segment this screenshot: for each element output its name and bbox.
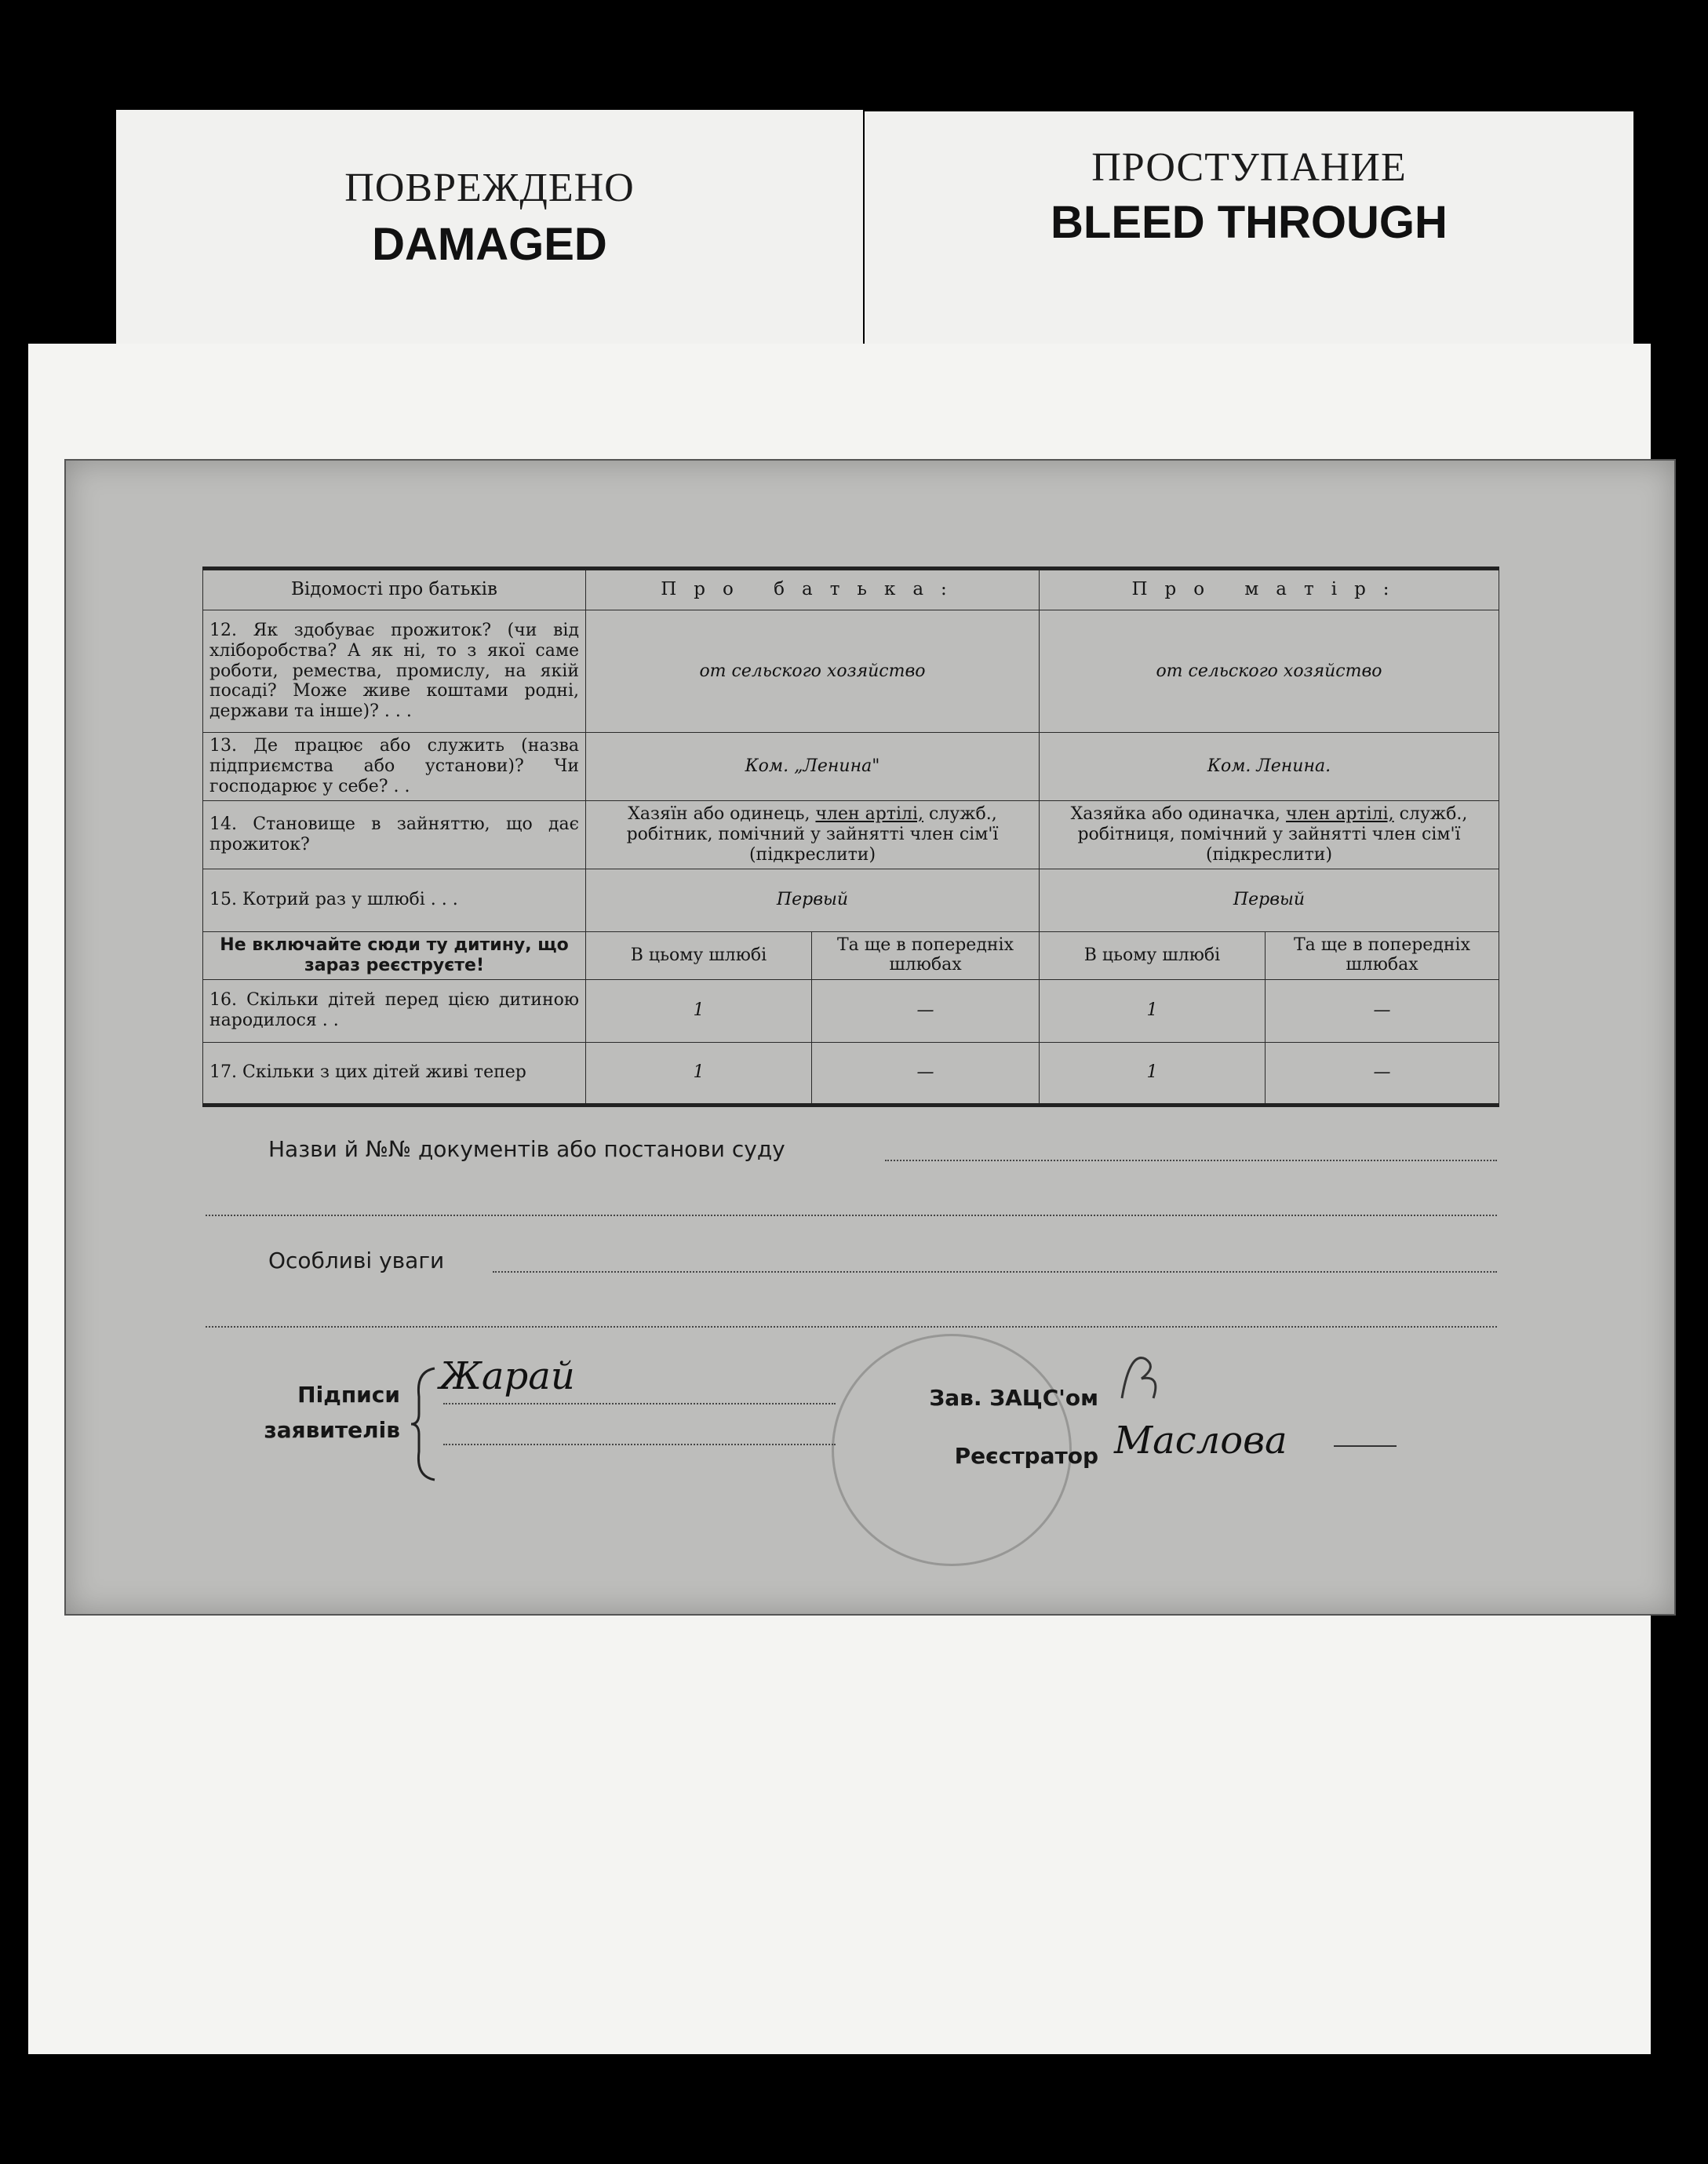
header-father: Про батька: — [586, 569, 1040, 610]
documents-line-2 — [206, 1215, 1497, 1216]
father-employment-options — [586, 800, 1040, 869]
mother-marriage-count: Первый — [1040, 869, 1499, 931]
documents-line-1 — [885, 1160, 1497, 1161]
father-opt-post: служб., робітник, помічний у зайнятті член сім'ї (підкреслити) — [626, 803, 999, 865]
father-marriage-count: Первый — [586, 869, 1040, 931]
bleed-through-label-card — [865, 111, 1633, 347]
applicant-signature-line-1 — [443, 1403, 836, 1404]
mother-previous-marriages-header: Та ще в попередніх шлюбах — [1266, 931, 1499, 979]
question-13: 13. Де працює або служить (назва підприємства або установи)? Чи господарює у себе? . . — [203, 733, 586, 801]
father-children-born-this: 1 — [586, 979, 812, 1042]
question-14: 14. Становище в зайняттю, що дає прожиток? — [203, 800, 586, 869]
applicants-signature-label — [235, 1378, 400, 1448]
notes-label: Особливі уваги — [268, 1248, 445, 1273]
question-12: 12. Як здобуває прожиток? (чи від хліборобства? А як ні, то з якої саме роботи, ремества, промислу, на якій посаді? Може живе коштами родні, держави та інше)? . . . — [203, 610, 586, 733]
bleed-label-ru: ПРОСТУПАНИЕ — [1091, 145, 1407, 190]
applicant-signature: Жарай — [439, 1354, 575, 1398]
damaged-label-ru: ПОВРЕЖДЕНО — [344, 166, 635, 210]
children-header-row — [203, 931, 1499, 979]
mother-children-born-prev: — — [1266, 979, 1499, 1042]
registrar-signature-stroke — [1334, 1445, 1397, 1447]
applicants-label-2: заявителів — [264, 1416, 400, 1443]
father-this-marriage-header: В цьому шлюбі — [586, 931, 812, 979]
notes-line-2 — [206, 1326, 1497, 1328]
registrar-label: Реєстратор — [954, 1443, 1098, 1469]
father-children-born-prev: — — [812, 979, 1040, 1042]
father-opt-pre: Хазяїн або одинець, — [628, 803, 810, 824]
applicants-label-1: Підписи — [297, 1382, 400, 1408]
question-15: 15. Котрий раз у шлюбі . . . — [203, 869, 586, 931]
parents-info-table — [202, 567, 1499, 1107]
bleed-label-en: BLEED THROUGH — [1051, 197, 1448, 248]
mother-opt-post: служб., робітниця, помічний у зайнятті член сім'ї (підкреслити) — [1077, 803, 1468, 865]
table-row-children-alive — [203, 1042, 1499, 1105]
mother-this-marriage-header: В цьому шлюбі — [1040, 931, 1266, 979]
father-previous-marriages-header: Та ще в попередніх шлюбах — [812, 931, 1040, 979]
mother-opt-pre: Хазяйка або одиначка, — [1070, 803, 1281, 824]
mother-children-alive-this: 1 — [1040, 1042, 1266, 1105]
father-livelihood: от сельского хозяйство — [586, 610, 1040, 733]
children-note: Не включайте сюди ту дитину, що зараз реєструєте! — [203, 931, 586, 979]
table-row-marriage-count — [203, 869, 1499, 931]
signature-brace — [408, 1365, 439, 1483]
documents-label: Назви й №№ документів або постанови суду — [268, 1136, 785, 1162]
father-opt-underlined: член артілі, — [815, 803, 924, 824]
mother-workplace: Ком. Ленина. — [1040, 733, 1499, 801]
father-children-alive-this: 1 — [586, 1042, 812, 1105]
notes-line-1 — [493, 1271, 1497, 1273]
table-row-employment — [203, 800, 1499, 869]
registrar-signature: Маслова — [1114, 1419, 1287, 1463]
damaged-label-card — [116, 110, 863, 345]
table-row-children-born — [203, 979, 1499, 1042]
mother-livelihood: от сельского хозяйство — [1040, 610, 1499, 733]
header-parents-info: Відомості про батьків — [203, 569, 586, 610]
table-row-livelihood — [203, 610, 1499, 733]
question-16: 16. Скільки дітей перед цією дитиною народилося . . — [203, 979, 586, 1042]
father-children-alive-prev: — — [812, 1042, 1040, 1105]
header-mother: Про матір: — [1040, 569, 1499, 610]
mother-opt-underlined: член артілі, — [1286, 803, 1394, 824]
mother-employment-options — [1040, 800, 1499, 869]
mother-children-alive-prev: — — [1266, 1042, 1499, 1105]
question-17: 17. Скільки з цих дітей живі тепер — [203, 1042, 586, 1105]
father-workplace: Ком. „Ленина" — [586, 733, 1040, 801]
table-row-workplace — [203, 733, 1499, 801]
applicant-signature-line-2 — [443, 1444, 836, 1445]
head-label: Зав. ЗАЦС'ом — [929, 1385, 1098, 1411]
head-signature-mark — [1114, 1343, 1177, 1406]
table-header-row — [203, 569, 1499, 610]
mother-children-born-this: 1 — [1040, 979, 1266, 1042]
damaged-label-en: DAMAGED — [372, 219, 607, 270]
